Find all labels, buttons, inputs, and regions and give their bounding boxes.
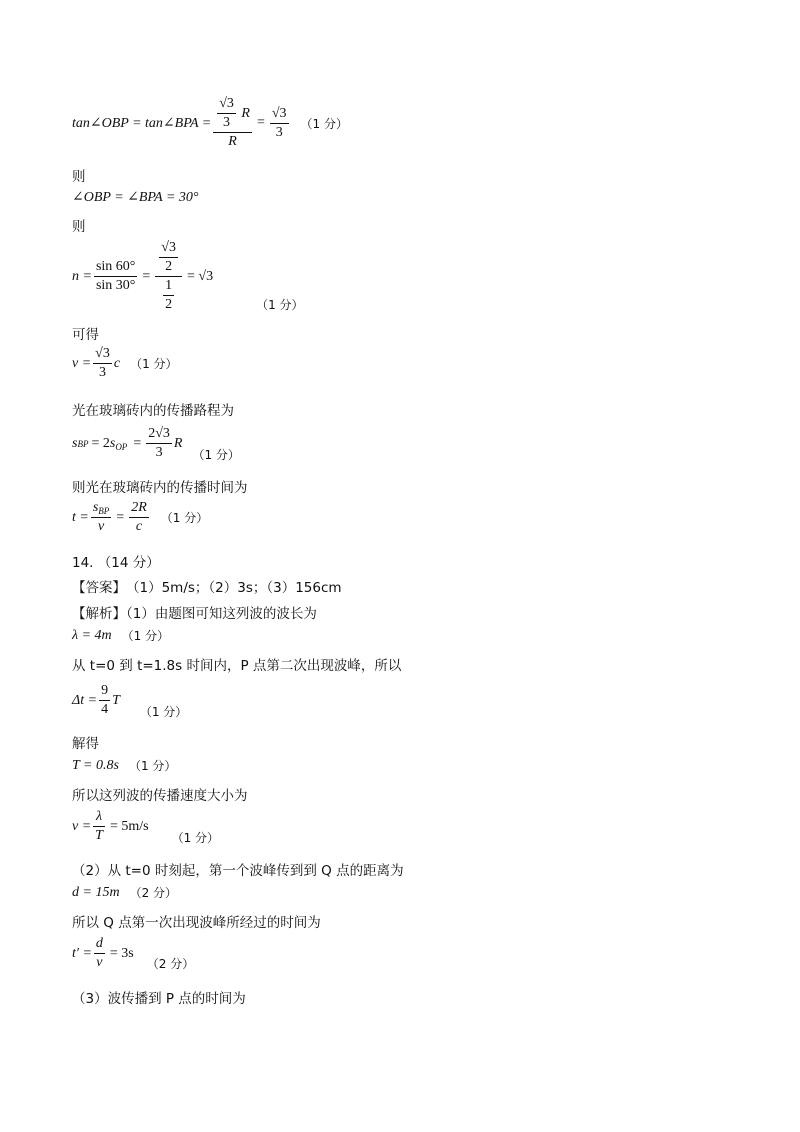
text-part-2: （2）从 t=0 时刻起，第一个波峰传到到 Q 点的距离为 (72, 863, 404, 879)
score-label: （2 分） (146, 957, 195, 971)
score-label: （1 分） (139, 705, 188, 719)
equation-t-prime: t′ = $\frac{d}{v}$ = 3s （2 分） (72, 935, 195, 971)
score-label: （1 分） (128, 759, 177, 773)
equation-period: T = 0.8s （1 分） (72, 757, 177, 773)
text-speed: 所以这列波的传播速度大小为 (72, 788, 248, 804)
equation-wave-speed: v = $\frac{\lambda}{T}$ = 5m/s （1 分） (72, 808, 220, 845)
equation-time-t: t = $\frac{s_{BP}}{v}$ = $\frac{2R}{c}$ （1 分） (72, 500, 209, 535)
equation-delta-t: Δt = $\frac{9}{4}$ T （1 分） (72, 682, 188, 719)
equation-speed-v: v = $\frac{√3}{3}$ c （1 分） (72, 346, 178, 381)
text-part-3: （3）波传播到 P 点的时间为 (72, 991, 246, 1007)
eq1-result-fraction: $\frac{√3}{3}$ (271, 105, 287, 140)
answer-line: 【答案】 （1）5m/s；（2）3s；（3）156cm (72, 580, 342, 596)
text-time-interval: 从 t=0 到 t=1.8s 时间内，P 点第二次出现波峰，所以 (72, 658, 402, 674)
eq1-lhs: tan∠OBP = tan∠BPA = (72, 115, 212, 131)
equation-distance: d = 15m （2 分） (72, 884, 178, 900)
text-ze-1: 则 (72, 169, 86, 185)
equation-wavelength: λ = 4m （1 分） (72, 627, 170, 643)
score-label: （1 分） (121, 629, 170, 643)
score-label: （2 分） (129, 886, 178, 900)
score-label: （1 分） (160, 511, 209, 526)
eq1-inner-fraction: $\frac{√3}{3}$ (219, 96, 234, 131)
text-time: 则光在玻璃砖内的传播时间为 (72, 480, 248, 496)
analysis-line: 【解析】（1）由题图可知这列波的波长为 (72, 606, 317, 622)
question-14-heading: 14. （14 分） (72, 555, 160, 571)
score-label: （1 分） (256, 297, 304, 312)
text-kede: 可得 (72, 327, 99, 343)
eq3-sin-fraction: $\frac{\sin 60^\circ}{\sin 30^\circ}$ (95, 259, 136, 294)
text-path: 光在玻璃砖内的传播路程为 (72, 403, 234, 419)
text-q-time: 所以 Q 点第一次出现波峰所经过的时间为 (72, 915, 321, 931)
text-ze-2: 则 (72, 219, 86, 235)
eq1-main-fraction: $\frac{√3}{3}$ R R (213, 96, 252, 150)
eq3-nested-fraction: $\frac{\frac{√3}{2}}{\frac{1}{2}}$ (155, 240, 182, 313)
score-label: （1 分） (192, 448, 240, 462)
equation-refractive-index: n = $\frac{\sin 60^\circ}{\sin 30^\circ}$ = $\frac{\frac{√3}{2}}{\frac{1}{2}}$ = √3 （1 分） (72, 240, 304, 313)
score-label: （1 分） (171, 831, 220, 845)
text-jiede: 解得 (72, 736, 99, 752)
equation-angle-30: ∠OBP = ∠BPA = 30° (72, 190, 199, 205)
equation-tan-angle: tan∠OBP = tan∠BPA = $\frac{√3}{3}$ R R = $\frac{√3}{3}$ （1 分） (72, 96, 348, 150)
score-label: （1 分） (130, 357, 178, 372)
score-label: （1 分） (300, 116, 348, 131)
equation-path-length: s BP = $2s_{OP}$ = $\frac{2√3}{3}$ R （1 分） (72, 425, 240, 462)
